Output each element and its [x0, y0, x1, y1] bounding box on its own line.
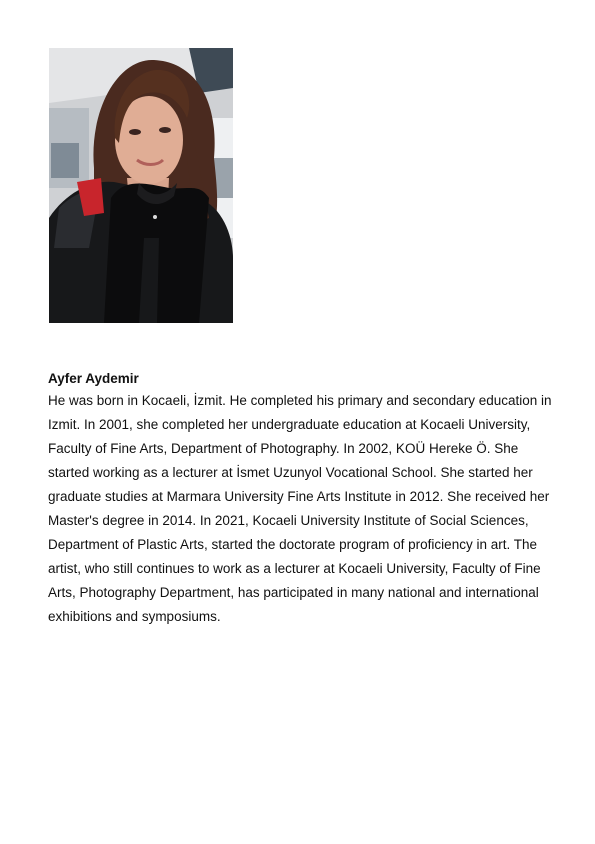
biography-section: [48, 369, 563, 629]
artist-name: Ayfer Aydemir: [48, 371, 139, 386]
portrait-photo: [49, 48, 233, 323]
portrait-illustration: [49, 48, 233, 323]
biography-text: He was born in Kocaeli, İzmit. He completed his primary and secondary education in Izmit. In 2001, she completed her undergraduate education at Kocaeli University, Faculty of Fine Arts, Department of Photography. In 2002, KOÜ Hereke Ö. She started working as a lecturer at İsmet Uzunyol Vocational School. She started her graduate studies at Marmara University Fine Arts Institute in 2012. She received her Master's degree in 2014. In 2021, Kocaeli University Institute of Social Sciences, Department of Plastic Arts, started the doctorate program of proficiency in art. The artist, who still continues to work as a lecturer at Kocaeli University, Faculty of Fine Arts, Photography Department, has participated in many national and international exhibitions and symposiums.: [48, 393, 552, 624]
